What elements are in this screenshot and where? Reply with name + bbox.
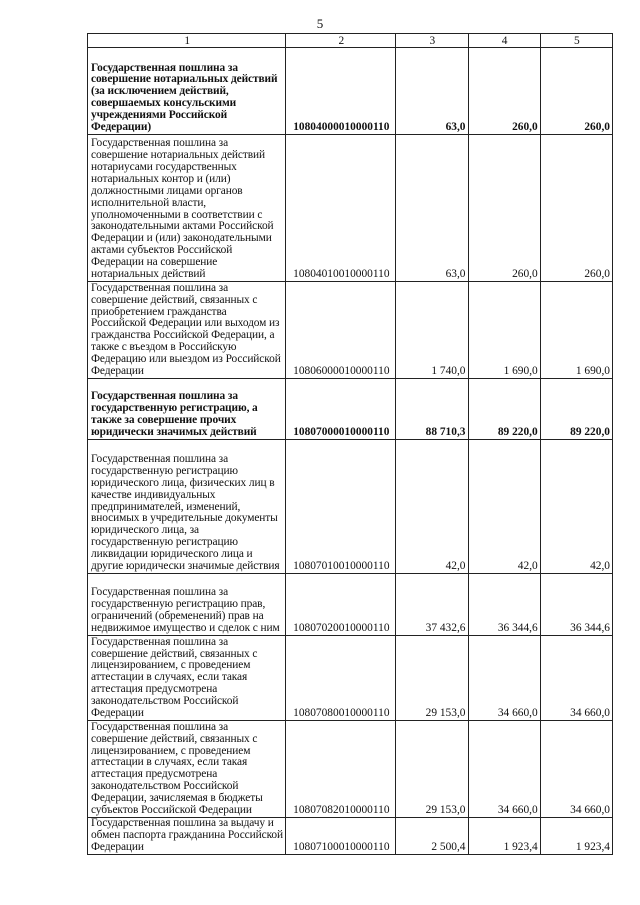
row-value-3: 42,0 — [396, 440, 468, 574]
row-code: 10807080010000110 — [286, 636, 396, 721]
row-value-3: 29 153,0 — [396, 636, 468, 721]
table-header-row — [88, 34, 613, 48]
row-value-5: 1 690,0 — [540, 282, 612, 379]
row-name: Государственная пошлина за совершение нотариальных действий нотариусами государственных нотариальных контор и (или) должностными лицами органов исполнительной власти, уполномоченными в соответствии с законодательными актами Российской Федерации и (или) законодательными актами субъектов Российской Федерации на совершение нотариальных действий — [88, 135, 286, 282]
row-name: Государственная пошлина за выдачу и обмен паспорта гражданина Российской Федерации — [88, 818, 286, 855]
row-code: 10804000010000110 — [286, 48, 396, 135]
column-header-3: 3 — [396, 34, 468, 48]
table-row — [88, 818, 613, 855]
table-row — [88, 135, 613, 282]
table-row — [88, 379, 613, 440]
row-value-4: 1 690,0 — [468, 282, 540, 379]
row-name: Государственная пошлина за государственную регистрацию прав, ограничений (обременений) прав на недвижимое имущество и сделок с ним — [88, 574, 286, 636]
row-name: Государственная пошлина за государственную регистрацию, а также за совершение прочих юридически значимых действий — [88, 379, 286, 440]
row-value-5: 42,0 — [540, 440, 612, 574]
row-value-5: 36 344,6 — [540, 574, 612, 636]
row-value-5: 34 660,0 — [540, 636, 612, 721]
table-row — [88, 721, 613, 818]
page-number: 5 — [316, 16, 324, 31]
row-value-4: 1 923,4 — [468, 818, 540, 855]
row-code: 10807000010000110 — [286, 379, 396, 440]
row-name: Государственная пошлина за совершение действий, связанных с лицензированием, с проведением аттестации в случаях, если такая аттестация предусмотрена законодательством Российской Федерации, зачисляемая в бюджеты субъектов Российской Федерации — [88, 721, 286, 818]
row-value-5: 260,0 — [540, 135, 612, 282]
budget-table — [87, 33, 613, 855]
row-name: Государственная пошлина за совершение нотариальных действий (за исключением действий, совершаемых консульскими учреждениями Российской Федерации) — [88, 48, 286, 135]
table-row — [88, 636, 613, 721]
row-value-3: 1 740,0 — [396, 282, 468, 379]
row-code: 10807100010000110 — [286, 818, 396, 855]
row-value-5: 34 660,0 — [540, 721, 612, 818]
row-value-5: 89 220,0 — [540, 379, 612, 440]
row-value-4: 34 660,0 — [468, 636, 540, 721]
row-code: 10807082010000110 — [286, 721, 396, 818]
table-row — [88, 282, 613, 379]
column-header-5: 5 — [540, 34, 612, 48]
row-value-5: 260,0 — [540, 48, 612, 135]
row-value-3: 2 500,4 — [396, 818, 468, 855]
row-value-4: 260,0 — [468, 135, 540, 282]
row-code: 10807020010000110 — [286, 574, 396, 636]
row-code: 10804010010000110 — [286, 135, 396, 282]
row-value-3: 37 432,6 — [396, 574, 468, 636]
row-code: 10807010010000110 — [286, 440, 396, 574]
row-value-3: 63,0 — [396, 48, 468, 135]
row-value-5: 1 923,4 — [540, 818, 612, 855]
row-value-3: 63,0 — [396, 135, 468, 282]
table-row — [88, 48, 613, 135]
row-value-3: 88 710,3 — [396, 379, 468, 440]
table-row — [88, 574, 613, 636]
column-header-4: 4 — [468, 34, 540, 48]
column-header-1: 1 — [88, 34, 286, 48]
row-value-4: 42,0 — [468, 440, 540, 574]
row-name: Государственная пошлина за совершение действий, связанных с лицензированием, с проведением аттестации в случаях, если такая аттестация предусмотрена законодательством Российской Федерации — [88, 636, 286, 721]
row-value-4: 89 220,0 — [468, 379, 540, 440]
row-value-3: 29 153,0 — [396, 721, 468, 818]
row-name: Государственная пошлина за государственную регистрацию юридического лица, физических лиц в качестве индивидуальных предпринимателей, изменений, вносимых в учредительные документы юридического лица, за государственную регистрацию ликвидации юридического лица и другие юридически значимые действия — [88, 440, 286, 574]
row-code: 10806000010000110 — [286, 282, 396, 379]
row-name: Государственная пошлина за совершение действий, связанных с приобретением гражданства Российской Федерации или выходом из гражданства Российской Федерации, а также с въездом в Российскую Федерацию или выездом из Российской Федерации — [88, 282, 286, 379]
row-value-4: 34 660,0 — [468, 721, 540, 818]
row-value-4: 36 344,6 — [468, 574, 540, 636]
table-row — [88, 440, 613, 574]
row-value-4: 260,0 — [468, 48, 540, 135]
column-header-2: 2 — [286, 34, 396, 48]
